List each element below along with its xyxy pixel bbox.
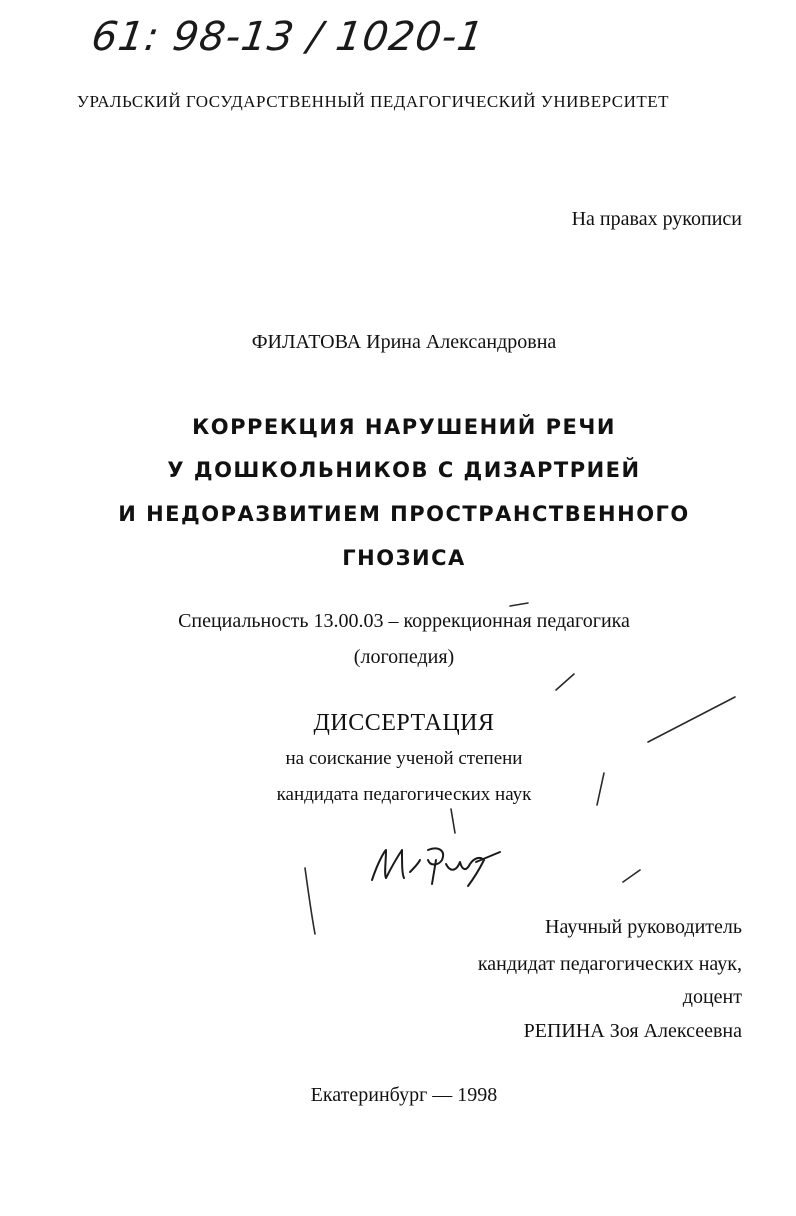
title-line-2: У ДОШКОЛЬНИКОВ С ДИЗАРТРИЕЙ xyxy=(167,458,641,482)
city-year: Екатеринбург — 1998 xyxy=(310,1084,498,1106)
specialty-subline: (логопедия) xyxy=(353,646,455,668)
supervisor-title: Научный руководитель xyxy=(545,916,742,938)
degree-line-2: кандидата педагогических наук xyxy=(276,784,532,805)
supervisor-degree: кандидат педагогических наук, xyxy=(477,953,742,975)
archive-code-handwritten: 61: 98-13 / 1020-1 xyxy=(88,14,488,60)
supervisor-rank: доцент xyxy=(682,986,742,1008)
document-type: ДИССЕРТАЦИЯ xyxy=(313,710,495,736)
specialty-line: Специальность 13.00.03 – коррекционная педагогика xyxy=(178,610,630,632)
author-signature xyxy=(372,848,500,886)
author-name: ФИЛАТОВА Ирина Александровна xyxy=(251,331,557,353)
title-line-4: ГНОЗИСА xyxy=(342,546,466,570)
university-name: УРАЛЬСКИЙ ГОСУДАРСТВЕННЫЙ ПЕДАГОГИЧЕСКИЙ УНИВЕРСИТЕТ xyxy=(76,92,670,111)
title-line-1: КОРРЕКЦИЯ НАРУШЕНИЙ РЕЧИ xyxy=(192,415,616,439)
title-line-3: И НЕДОРАЗВИТИЕМ ПРОСТРАНСТВЕННОГО xyxy=(118,502,690,526)
supervisor-name: РЕПИНА Зоя Алексеевна xyxy=(523,1020,742,1042)
manuscript-note: На правах рукописи xyxy=(571,208,742,230)
degree-line-1: на соискание ученой степени xyxy=(285,748,523,769)
